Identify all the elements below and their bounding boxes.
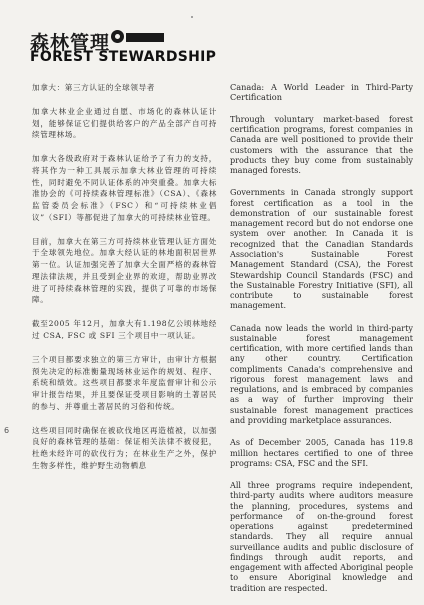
cn-paragraph-4: 截至2005 年12月，加拿大有1.198亿公顷林地经过 CSA, FSC 或 SFI 三个项目中一项认证。 (32, 319, 217, 341)
en-paragraph-4: As of December 2005, Canada has 119.8 million hectares certified to one of three programs: CSA, FSC and the SFI. (230, 437, 413, 468)
cn-subheading: 加拿大：第三方认证的全球领导者 (32, 83, 155, 92)
cn-paragraph-2: 加拿大各级政府对于森林认证给予了有力的支持，将其作为一种工具展示加拿大林业管理的可持续性，同时避免不同认证体系的冲突重叠。加拿大标准协会的《可持续森林管理标准》（CSA）、《森林监管委员会标准》（FSC）和“可持续林业倡议”（SFI）等都促进了加拿大的可持续林业管理。 (32, 154, 217, 222)
cn-paragraph-5: 三个项目都要求独立的第三方审计，由审计方根据预先决定的标准衡量现场林业运作的规划、程序、系统和绩效。这些项目都要求年度监督审计和公示审计报告结果，并且要保证受项目影响的土著居民的参与、并尊重土著居民的习俗和传统。 (32, 354, 217, 411)
page-title-chinese: 森林管理 (30, 32, 111, 54)
title-circle-icon (111, 30, 124, 43)
en-paragraph-2: Governments in Canada strongly support forest certification as a tool in the demonstration of our sustainable forest management record but do not endorse one system over another. In Canada it is recognized that the Canadian Standards Association's Sustainable Forest Management Standard (CSA), the Forest Stewardship Council Standards (FSC) and the Sustainable Forestry Initiative (SFI), all contribute to sustainable forest management. (230, 187, 413, 311)
right-column-english (230, 82, 413, 605)
print-speck (191, 16, 193, 18)
en-paragraph-3: Canada now leads the world in third-party sustainable forest management certification, with more certified lands than any other country. Certification compliments Canada's comprehensive and rigorous forest management laws and regulations, and is embraced by companies as a way of further improving their sustainable forest management practices and providing marketplace assurances. (230, 322, 413, 425)
title-decorative-bar (126, 33, 164, 42)
cn-paragraph-6: 这些项目同时确保在被砍伐地区再造植被，以加强良好的森林管理的基础：保证相关法律不被侵犯，杜绝未经许可的砍伐行为；在林业生产之外，保护生物多样性，维护野生动物栖息 (32, 425, 217, 470)
page-number: 6 (4, 426, 10, 435)
en-subheading: Canada: A World Leader in Third-Party Certification (230, 82, 413, 103)
en-paragraph-5: All three programs require independent, third-party audits where auditors measure the planning, procedures, systems and performance of on-the-ground forest operations against predetermined standards. They all require annual surveillance audits and public disclosure of findings through audit reports, and engagement with affected Aboriginal people to ensure Aboriginal knowledge and tradition are respected. (230, 480, 413, 593)
left-column-chinese (32, 82, 217, 484)
page-title-english: FOREST STEWARDSHIP (30, 49, 217, 65)
cn-paragraph-1: 加拿大林业企业通过自愿、市场化的森林认证计划，能够保证它们提供给客户的产品全部产自可持续管理林场。 (32, 106, 217, 140)
en-paragraph-1: Through voluntary market-based forest certification programs, forest companies in Canada are well positioned to provide their customers with the assurance that the products they buy come from sustainably managed forests. (230, 113, 413, 176)
cn-paragraph-3: 目前，加拿大在第三方可持续林业管理认证方面处于全球领先地位。加拿大经认证的林地面积居世界第一位。认证加强完善了加拿大全面严格的森林管理法律法规，并且受到企业界的欢迎，帮助业界改进了可持续森林管理的实践，提供了可靠的市场保障。 (32, 236, 217, 305)
